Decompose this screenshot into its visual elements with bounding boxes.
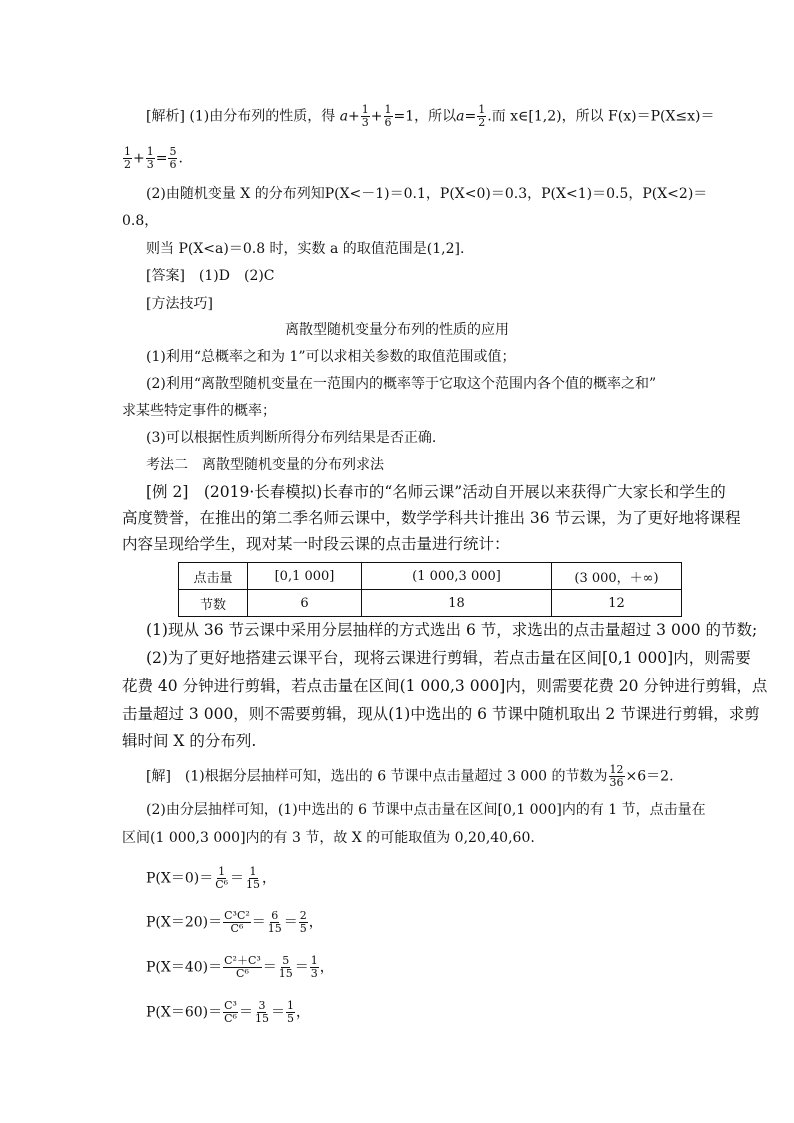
analysis-part2-line2: 0.8， [122,213,159,229]
prob-x-0 [146,866,706,891]
fraction [361,104,370,129]
fraction-denominator: 15 [278,967,293,980]
fraction [223,910,251,935]
equals-sign: ＝ [238,1004,253,1021]
equation-text: =1，所以 [393,108,457,125]
example-line-1: [例 2] (2019·长春模拟)长春市的“名师云课”活动自开展以来获得广大家长和学生的 [146,483,726,501]
fraction-numerator: 1 [384,103,392,116]
plus-sign: + [133,150,145,167]
table-cell: 12 [552,590,682,617]
fraction-numerator: 2 [299,909,307,922]
analysis-part2-line1: (2)由随机变量 X 的分布列知P(X<－1)＝0.1，P(X<0)＝0.3，P(X<1)＝0.5，P(X<2)＝ [146,186,708,202]
fraction [286,1000,295,1025]
prob-lhs: P(X＝20)＝ [146,914,223,931]
fraction-numerator: 1 [310,954,318,967]
equals-sign: = [464,108,477,125]
fraction-denominator: C⁶ [224,1012,237,1025]
fraction-numerator: 12 [609,763,624,776]
equals-sign: ＝ [230,870,245,887]
fraction-denominator: C⁶ [236,967,249,980]
fraction [299,910,308,935]
method-tag: [方法技巧] [146,296,213,312]
equals-sign: ＝ [251,914,266,931]
equals-sign: ＝ [262,959,277,976]
fraction-numerator: 5 [282,954,290,967]
fraction-numerator: 3 [258,999,266,1012]
fraction-numerator: 1 [218,865,226,878]
solution-text: ×6＝2. [625,768,674,785]
fraction-denominator: 15 [267,922,282,935]
prob-x-40 [146,955,706,980]
example-line-2: 高度赞誉，在推出的第二季名师云课中，数学学科共计推出 36 节云课，为了更好地将课程 [122,509,741,527]
fraction-numerator: C³C² [224,909,250,922]
fraction-numerator: 1 [249,865,257,878]
fraction [267,910,283,935]
fraction [214,866,229,891]
fraction-denominator: 15 [246,878,261,891]
equals-sign: ＝ [283,914,298,931]
method-title: 离散型随机变量分布列的性质的应用 [285,322,509,338]
fraction-denominator: 6 [169,158,177,171]
punctuation: ， [319,959,334,976]
click-stats-table [178,562,682,617]
punctuation: ， [295,1004,310,1021]
fraction-denominator: C⁶ [215,878,229,891]
table-cell: 节数 [179,590,248,617]
solution-part-2-line-2: 区间(1 000,3 000]内的有 3 节，故 X 的可能取值为 0,20,40,60. [122,830,535,846]
analysis-tag: [解析] [146,108,185,125]
method-item-1: (1)利用“总概率之和为 1”可以求相关参数的取值范围或值； [146,349,516,365]
table-header-cell: (3 000，＋∞) [552,563,682,590]
solution-part-2-line-1: (2)由分层抽样可知，(1)中选出的 6 节课中点击量在区间[0,1 000]内的有 1 节，点击量在 [146,802,706,818]
punctuation: ， [262,870,277,887]
fraction-numerator: 5 [169,145,177,158]
section-title: 考法二 离散型随机变量的分布列求法 [146,457,384,473]
analysis-part1-line2 [122,146,682,171]
solution-text: [解] (1)根据分层抽样可知，选出的 6 节课中点击量超过 3 000 的节数为 [146,768,608,785]
prob-lhs: P(X＝60)＝ [146,1004,223,1021]
method-item-3: (3)可以根据性质判断所得分布列结果是否正确. [146,430,437,446]
table-header-cell: 点击量 [179,563,248,590]
equals-sign: ＝ [270,1004,285,1021]
method-item-2-cont: 求某些特定事件的概率； [122,403,276,419]
fraction-numerator: 1 [146,145,154,158]
table-cell: 6 [248,590,362,617]
analysis-part1-line [146,103,715,129]
question-2-line-4: 辑时间 X 的分布列. [122,732,257,750]
fraction [168,146,177,171]
fraction-numerator: C²＋C³ [224,954,261,967]
question-2-line-2: 花费 40 分钟进行剪辑，若点击量在区间(1 000,3 000]内，则需要花费 20 分钟进行剪辑，点 [122,677,768,695]
table-row [179,563,682,590]
fraction-denominator: 6 [384,116,392,129]
fraction [477,104,486,129]
table-row [179,590,682,617]
fraction-denominator: 2 [478,116,486,129]
fraction-denominator: 15 [254,1012,269,1025]
analysis-part1-intro: (1)由分布列的性质，得 [189,108,336,125]
fraction-numerator: 6 [271,909,279,922]
fraction [146,146,155,171]
var-a: a [339,108,349,125]
equals-sign: = [155,150,168,167]
var-a: a [456,108,465,125]
fraction-numerator: 1 [124,145,131,158]
solution-part-1 [146,764,706,789]
prob-lhs: P(X＝0)＝ [146,870,214,887]
table-header-cell: [0,1 000] [248,563,362,590]
fraction-denominator: 3 [146,158,154,171]
method-item-2: (2)利用“离散型随机变量在一范围内的概率等于它取这个范围内各个值的概率之和” [146,376,657,392]
question-1: (1)现从 36 节云课中采用分层抽样的方式选出 6 节，求选出的点击量超过 3 000 的节数; [146,621,758,639]
example-line-3: 内容呈现给学生，现对某一时段云课的点击量进行统计： [122,535,510,553]
equation-text: .而 x∈[1,2)，所以 F(x)＝P(X≤x)＝ [487,108,715,125]
period: . [178,150,183,167]
table-cell: 18 [362,590,552,617]
fraction [223,955,262,980]
fraction [245,866,261,891]
fraction [278,955,294,980]
fraction [254,1000,270,1025]
fraction [310,955,319,980]
fraction-denominator: 3 [361,116,369,129]
fraction-numerator: C³ [224,999,237,1012]
fraction-denominator: 5 [286,1012,294,1025]
plus-sign: + [348,108,360,125]
fraction [609,764,625,789]
fraction [223,1000,238,1025]
fraction-denominator: 3 [310,967,318,980]
punctuation: ， [308,914,323,931]
answer-line: [答案] (1)D (2)C [146,268,275,284]
fraction [384,104,393,129]
analysis-part2-line3: 则当 P(X<a)＝0.8 时，实数 a 的取值范围是(1,2]. [146,241,465,257]
prob-lhs: P(X＝40)＝ [146,959,223,976]
plus-sign: + [370,108,383,125]
fraction [123,146,132,171]
prob-x-20 [146,910,706,935]
fraction-denominator: 2 [124,158,131,171]
fraction-denominator: 5 [299,922,307,935]
fraction-numerator: 1 [286,999,294,1012]
table-header-cell: (1 000,3 000] [362,563,552,590]
fraction-numerator: 1 [361,103,369,116]
fraction-denominator: C⁶ [230,922,244,935]
fraction-denominator: 36 [609,776,624,789]
question-2-line-1: (2)为了更好地搭建云课平台，现将云课进行剪辑，若点击量在区间[0,1 000]内，则需要 [146,649,751,667]
fraction-numerator: 1 [478,103,486,116]
equals-sign: ＝ [294,959,309,976]
question-2-line-3: 击量超过 3 000，则不需要剪辑，现从(1)中选出的 6 节课中随机取出 2 节课进行剪辑，求剪 [122,705,760,723]
prob-x-60 [146,1000,706,1025]
